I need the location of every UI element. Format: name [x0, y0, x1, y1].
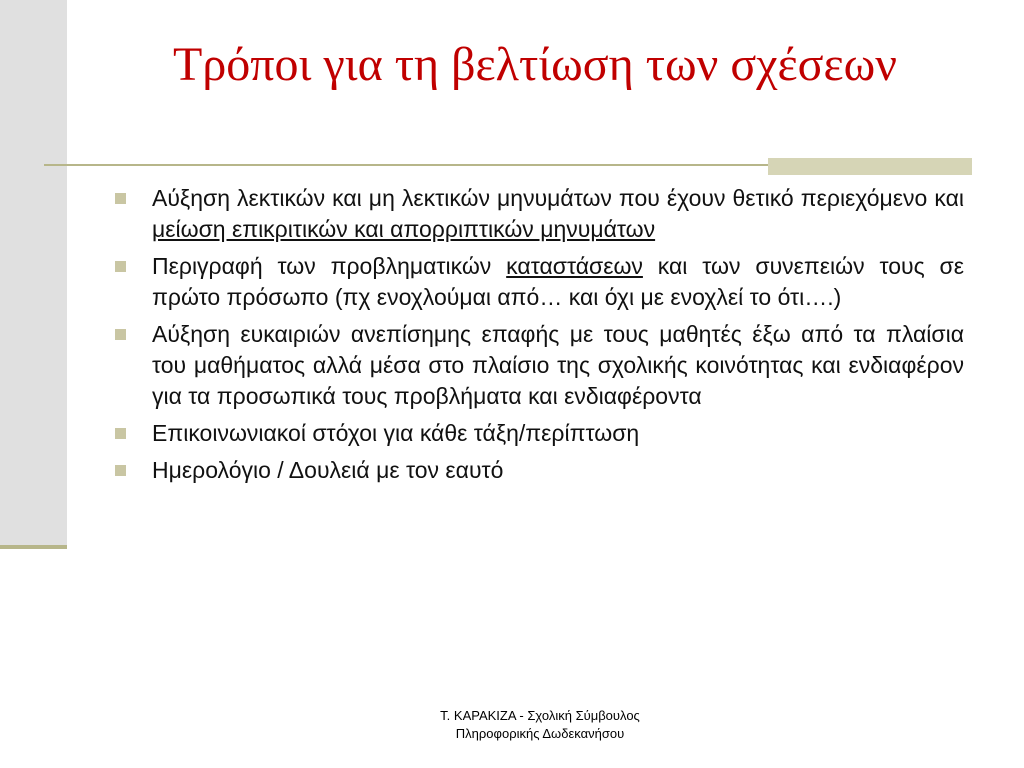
- slide-title: Τρόποι για τη βελτίωση των σχέσεων: [173, 38, 897, 91]
- bullet-4-text: Επικοινωνιακοί στόχοι για κάθε τάξη/περίπτωση: [152, 420, 640, 446]
- bullet-item-1: [112, 183, 964, 245]
- left-bar-bottom-edge: [0, 545, 67, 549]
- footer-department: Πληροφορικής Δωδεκανήσου: [455, 726, 625, 741]
- slide-footer: [330, 707, 750, 743]
- bullet-2-underlined-text: καταστάσεων: [506, 253, 643, 279]
- footer-author: Τ. ΚΑΡΑΚΙΖΑ - Σχολική Σύμβουλος: [440, 708, 640, 723]
- square-bullet-icon: [115, 465, 126, 476]
- square-bullet-icon: [115, 261, 126, 272]
- square-bullet-icon: [115, 193, 126, 204]
- bullet-list: [112, 183, 964, 492]
- bullet-5-text: Ημερολόγιο / Δουλειά με τον εαυτό: [152, 457, 504, 483]
- bullet-item-2: [112, 251, 964, 313]
- bullet-1-underlined-text: μείωση επικριτικών και απορριπτικών μηνυμάτων: [152, 216, 656, 242]
- left-decorative-bar: [0, 0, 67, 548]
- bullet-2-text-start: Περιγραφή των προβληματικών: [152, 253, 507, 279]
- bullet-item-4: [112, 418, 964, 449]
- title-divider-accent: [768, 158, 972, 175]
- square-bullet-icon: [115, 428, 126, 439]
- bullet-item-3: [112, 319, 964, 412]
- bullet-2-text-end: και των συνεπειών τους σε πρώτο πρόσωπο (πχ ενοχλούμαι από… και όχι με ενοχλεί το ότι….): [152, 253, 964, 310]
- bullet-3-text: Αύξηση ευκαιριών ανεπίσημης επαφής με τους μαθητές έξω από τα πλαίσια του μαθήματος αλλά μέσα στο πλαίσιο της σχολικής κοινότητας και ενδιαφέρον για τα προσωπικά τους προβλήματα και ενδιαφέροντα: [152, 321, 964, 409]
- square-bullet-icon: [115, 329, 126, 340]
- bullet-1-text: Αύξηση λεκτικών και μη λεκτικών μηνυμάτων που έχουν θετικό περιεχόμενο και: [152, 185, 964, 211]
- bullet-item-5: [112, 455, 964, 486]
